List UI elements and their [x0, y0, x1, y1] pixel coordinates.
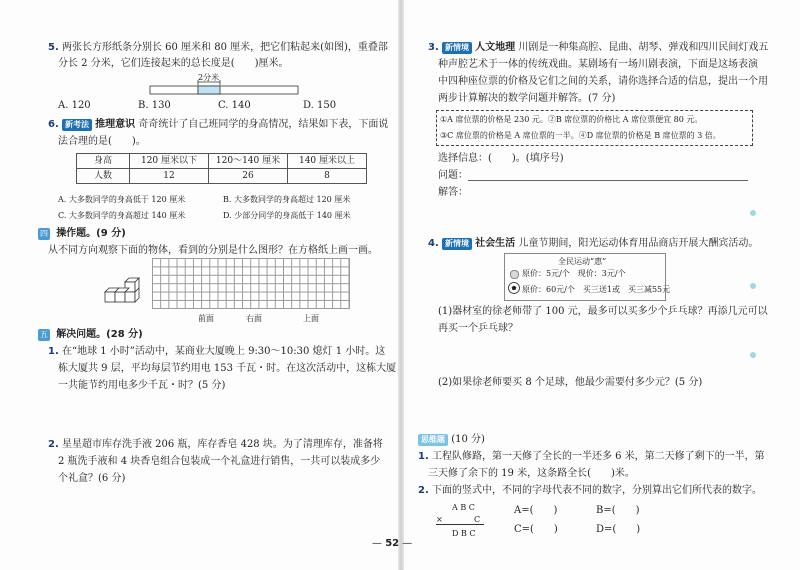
- q3-text-line3: 中四种座位票的价格及它们之间的关系，请你选择合适的信息，提出一个用: [438, 76, 768, 87]
- q5-option-b: B. 130: [138, 100, 171, 111]
- view-label-front: 前面: [198, 314, 214, 323]
- q3-question-answer-line[interactable]: [468, 180, 748, 181]
- answer-a: A=( ): [514, 505, 558, 516]
- q6-option-d: D. 少部分同学的身高低于 140 厘米: [223, 211, 351, 220]
- page-number: 52: [385, 538, 400, 549]
- q5-option-a: A. 120: [58, 100, 91, 111]
- q5-option-d: D. 150: [303, 100, 337, 111]
- view-label-right: 右面: [246, 314, 262, 323]
- table-cell: 140 厘米以上: [288, 154, 367, 169]
- s5-q2-line1: [48, 437, 383, 453]
- q3-text-line1: 川剧是一种集高腔、昆曲、胡琴、弹戏和四川民间灯戏五: [518, 42, 769, 53]
- q3-text-line4: 两步计算解决的数学问题并解答。(7 分): [438, 93, 616, 104]
- challenge-score: (10 分): [451, 434, 485, 445]
- q5-text-line2: 分长 2 分米，它们连接起来的总长度是( )厘米。: [58, 58, 289, 69]
- q6-keyword: 推理意识: [95, 119, 136, 130]
- q3-new-context-tag: 新情境: [442, 42, 472, 54]
- challenge-q2-number: 2.: [418, 485, 429, 496]
- q5-text-line1: 两张长方形纸条分别长 60 厘米和 80 厘米，把它们粘起来(如图)，重叠部: [61, 42, 388, 53]
- q3-select-info: 选择信息：( )。(填序号): [438, 153, 564, 164]
- book-spine: [398, 0, 404, 570]
- q4-sub2: (2)如果徐老师要买 8 个足球，他最少需要付多少元？(5 分): [438, 377, 703, 388]
- answer-c: C=( ): [514, 524, 558, 535]
- table-cell: 12: [130, 169, 209, 184]
- s5-q1-text-line2: 栋大厦共 9 层，平均每层节约用电 153 千瓦・时。在这次活动中，这栋大厦: [58, 363, 397, 374]
- q6-option-c: C. 大多数同学的身高超过 140 厘米: [58, 211, 186, 220]
- q4-sub1-line1: (1)器材室的徐老师带了 100 元，最多可以买多少个乒乓球？再添几元可以: [438, 306, 768, 317]
- section-4-instructions: 从不同方向观察下面的物体，看到的分别是什么图形？在方格纸上画一画。: [48, 245, 378, 256]
- challenge-q1-text-line2: 三天修了余下的 19 米，这条路全长( )米。: [428, 468, 635, 479]
- q4-pingpong-price: 原价：5元/个 现价：3元/个: [522, 269, 626, 278]
- table-cell: 120 厘米以下: [130, 154, 209, 169]
- answer-b: B=( ): [596, 505, 640, 516]
- cube-stack-figure: [103, 270, 153, 306]
- table-row: [77, 169, 367, 184]
- q6-line1: [48, 117, 388, 133]
- q3-answer-label: 解答：: [438, 187, 468, 198]
- football-icon: [508, 282, 520, 294]
- page-edge-dot: [750, 210, 756, 216]
- drawing-grid[interactable]: [152, 258, 350, 309]
- s5-q2-text-line2: 2 瓶洗手液和 4 块香皂组合包装成一个礼盒进行销售，一共可以装成多少: [58, 456, 381, 467]
- q3-keyword: 人文地理: [475, 42, 516, 53]
- vertical-result: D B C: [452, 529, 476, 538]
- q4-football-price: 原价：60元/个 买三送1或 买三减55元: [522, 285, 671, 294]
- ping-pong-ball-icon: [510, 270, 519, 279]
- q4-new-context-tag: 新情境: [442, 238, 472, 250]
- q6-option-a: A. 大多数同学的身高低于 120 厘米: [58, 195, 186, 204]
- challenge-q1-line1: [418, 449, 765, 465]
- q4-number: 4.: [428, 238, 439, 249]
- challenge-heading: [418, 432, 485, 448]
- q4-text: 儿童节期间，阳光运动体育用品商店开展大酬宾活动。: [518, 238, 759, 249]
- q3-number: 3.: [428, 42, 439, 53]
- q3-info-line2: ③C 席位票的价格是 A 席位票的一半。④D 席位票的价格是 B 席位票的 3 倍。: [440, 131, 721, 140]
- challenge-q2-line: [418, 483, 762, 499]
- q6-option-b: B. 大多数同学的身高超过 120 厘米: [223, 195, 351, 204]
- page-number-footer: [372, 538, 412, 549]
- q5-line1: [48, 40, 388, 56]
- q6-text-line2: 法合理的是( )。: [58, 136, 146, 147]
- table-cell: 8: [288, 169, 367, 184]
- vertical-top-row: A B C: [452, 503, 475, 512]
- challenge-q1-text-line1: 工程队修路，第一天修了全长的一半还多 6 米，第二天修了剩下的一半，第: [431, 451, 765, 462]
- challenge-q2-text: 下面的竖式中，不同的字母代表不同的数字，分别算出它们所代表的数字。: [431, 485, 762, 496]
- s5-q2-text-line3: 个礼盒？(6 分): [58, 473, 126, 484]
- page-number-dash-left: —: [372, 538, 382, 549]
- q3-info-line1: ①A 席位票的价格是 230 元。②B 席位票的价格比 A 席位票便宜 80 元。: [440, 115, 703, 124]
- q6-text-line1: 奇奇统计了自己班同学的身高情况，结果如下表，下面说: [138, 119, 389, 130]
- section-4-badge: 四: [40, 229, 48, 238]
- page-edge-dot: [750, 283, 756, 289]
- q5-paper-strips-figure: [148, 80, 308, 96]
- section-4-heading: [38, 226, 126, 242]
- section-5-title: 解决问题。(28 分): [56, 329, 143, 340]
- page-edge-dot: [750, 352, 756, 358]
- table-header-row: [77, 154, 367, 169]
- vertical-times-sign: ×: [436, 515, 443, 524]
- q4-line1: [428, 236, 758, 252]
- table-cell: 120～140 厘米: [209, 154, 288, 169]
- q6-number: 6.: [48, 119, 59, 130]
- q4-promotion-title: 全民运动“惠”: [558, 257, 607, 266]
- q4-sub1-line2: 再买一个乒乓球？: [438, 323, 518, 334]
- s5-q1-line1: [48, 344, 385, 360]
- section-5-heading: [38, 327, 143, 343]
- q5-number: 5.: [48, 42, 59, 53]
- s5-q1-text-line1: 在“地球 1 小时”活动中，某商业大厦晚上 9:30～10:30 熄灯 1 小时。这: [61, 346, 386, 357]
- table-cell: 身高: [77, 154, 130, 169]
- table-cell: 人数: [77, 169, 130, 184]
- s5-q2-number: 2.: [48, 439, 59, 450]
- answer-d: D=( ): [596, 524, 641, 535]
- q6-height-table: [76, 153, 367, 184]
- s5-q1-number: 1.: [48, 346, 59, 357]
- q3-text-line2: 种声腔艺术于一体的传统戏曲。某剧场有一场川剧表演，下面是这场表演: [438, 59, 758, 70]
- view-label-top: 上面: [303, 314, 319, 323]
- s5-q2-text-line1: 星星超市库存洗手液 206 瓶，库存香皂 428 块。为了清理库存，准备将: [61, 439, 383, 450]
- q5-option-c: C. 140: [218, 100, 251, 111]
- vertical-multiplier: C: [474, 515, 481, 524]
- section-5-badge: 五: [40, 330, 48, 339]
- q4-keyword: 社会生活: [475, 238, 516, 249]
- section-4-title: 操作题。(9 分): [56, 228, 126, 239]
- q3-question-label: 问题：: [438, 170, 468, 181]
- page-number-dash-right: —: [402, 538, 413, 549]
- q3-line1: [428, 40, 768, 56]
- table-cell: 26: [209, 169, 288, 184]
- q6-new-method-tag: 新考法: [62, 119, 92, 131]
- q5-figure-label: 2分米: [198, 73, 220, 82]
- vertical-rule: [436, 524, 484, 525]
- challenge-tag: 思维题: [418, 434, 448, 446]
- challenge-q1-number: 1.: [418, 451, 429, 462]
- s5-q1-text-line3: 一共能节约用电多少千瓦・时？(5 分): [58, 380, 226, 391]
